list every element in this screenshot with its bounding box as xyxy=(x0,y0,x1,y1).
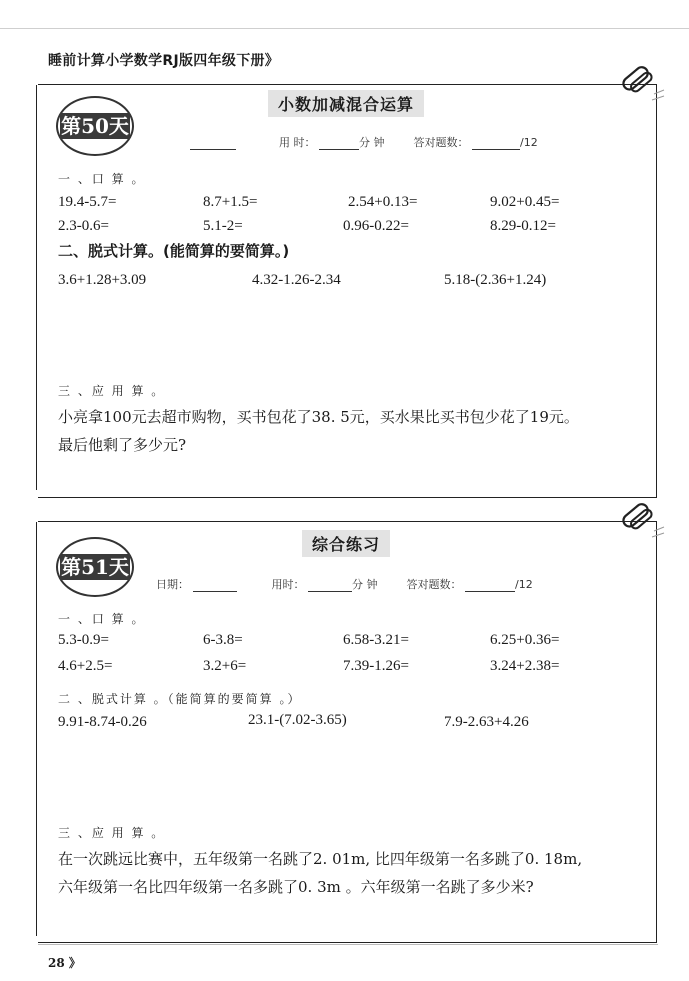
written-problem: 5.18-(2.36+1.24) xyxy=(444,272,547,288)
section-written-heading: 二 、脱式计算 。（能简算的要简算 。） xyxy=(58,692,302,706)
section-oral-heading: 一 、口 算 。 xyxy=(58,612,146,626)
day-51-label: 第51天 xyxy=(61,555,129,579)
oral-problem: 0.96-0.22= xyxy=(343,218,409,234)
oral-problem: 3.2+6= xyxy=(203,658,247,674)
top-divider xyxy=(0,28,689,29)
written-problem: 23.1-(7.02-3.65) xyxy=(248,712,347,728)
written-problem: 4.32-1.26-2.34 xyxy=(252,272,341,288)
time-label: 用时： xyxy=(271,578,305,591)
correct-total: /12 xyxy=(520,136,538,149)
time-blank[interactable] xyxy=(308,579,352,592)
date-blank[interactable] xyxy=(193,579,237,592)
section-application-heading: 三 、应 用 算 。 xyxy=(58,384,166,398)
bottom-rule xyxy=(38,944,658,945)
lesson-50-meta xyxy=(190,134,538,150)
oral-problem: 7.39-1.26= xyxy=(343,658,409,674)
oral-problem: 6.25+0.36= xyxy=(490,632,560,648)
panel-left-rule xyxy=(36,85,37,490)
paperclip-icon xyxy=(620,501,666,545)
day-50-badge xyxy=(56,96,134,156)
correct-label: 答对题数： xyxy=(413,136,469,149)
oral-problem: 3.24+2.38= xyxy=(490,658,560,674)
time-label: 用 时： xyxy=(279,136,316,149)
day-50-label: 第50天 xyxy=(61,114,129,138)
oral-problem: 4.6+2.5= xyxy=(58,658,113,674)
oral-problem: 5.3-0.9= xyxy=(58,632,109,648)
page-number: 28 》 xyxy=(48,956,81,970)
application-problem-line: 六年级第一名比四年级第一名多跳了0. 3m 。六年级第一名跳了多少米? xyxy=(58,878,534,896)
application-problem-line: 小亮拿100元去超市购物，买书包花了38. 5元，买水果比买书包少花了19元。 xyxy=(58,408,579,426)
oral-problem: 8.29-0.12= xyxy=(490,218,556,234)
time-unit: 分 钟 xyxy=(359,136,385,149)
lesson-51-meta xyxy=(156,576,533,592)
application-problem-line: 在一次跳远比赛中，五年级第一名跳了2. 01m, 比四年级第一名多跳了0. 18m, xyxy=(58,850,583,868)
written-problem: 7.9-2.63+4.26 xyxy=(444,714,529,730)
section-application-heading: 三 、应 用 算 。 xyxy=(58,826,166,840)
correct-label: 答对题数： xyxy=(406,578,462,591)
oral-problem: 5.1-2= xyxy=(203,218,243,234)
oral-problem: 2.54+0.13= xyxy=(348,194,418,210)
paperclip-icon xyxy=(620,64,666,108)
date-label: 日期： xyxy=(156,578,189,591)
lesson-50-title: 小数加减混合运算 xyxy=(268,90,424,117)
time-blank[interactable] xyxy=(319,137,359,150)
oral-problem: 9.02+0.45= xyxy=(490,194,560,210)
oral-problem: 19.4-5.7= xyxy=(58,194,117,210)
application-problem-line: 最后他剩了多少元? xyxy=(58,436,187,454)
time-unit: 分 钟 xyxy=(352,578,378,591)
day-51-badge xyxy=(56,537,134,597)
book-title: 睡前计算小学数学RJ版四年级下册》 xyxy=(48,53,280,69)
oral-problem: 2.3-0.6= xyxy=(58,218,109,234)
oral-problem: 8.7+1.5= xyxy=(203,194,258,210)
correct-blank[interactable] xyxy=(465,579,515,592)
name-blank[interactable] xyxy=(190,137,236,150)
correct-blank[interactable] xyxy=(472,137,520,150)
panel-left-rule xyxy=(36,522,37,936)
written-problem: 9.91-8.74-0.26 xyxy=(58,714,147,730)
section-oral-heading: 一 、口 算 。 xyxy=(58,172,146,186)
correct-total: /12 xyxy=(515,578,533,591)
section-written-heading: 二、脱式计算。(能简算的要简算。) xyxy=(58,242,290,260)
oral-problem: 6.58-3.21= xyxy=(343,632,409,648)
oral-problem: 6-3.8= xyxy=(203,632,243,648)
written-problem: 3.6+1.28+3.09 xyxy=(58,272,147,288)
lesson-51-title: 综合练习 xyxy=(302,530,390,557)
